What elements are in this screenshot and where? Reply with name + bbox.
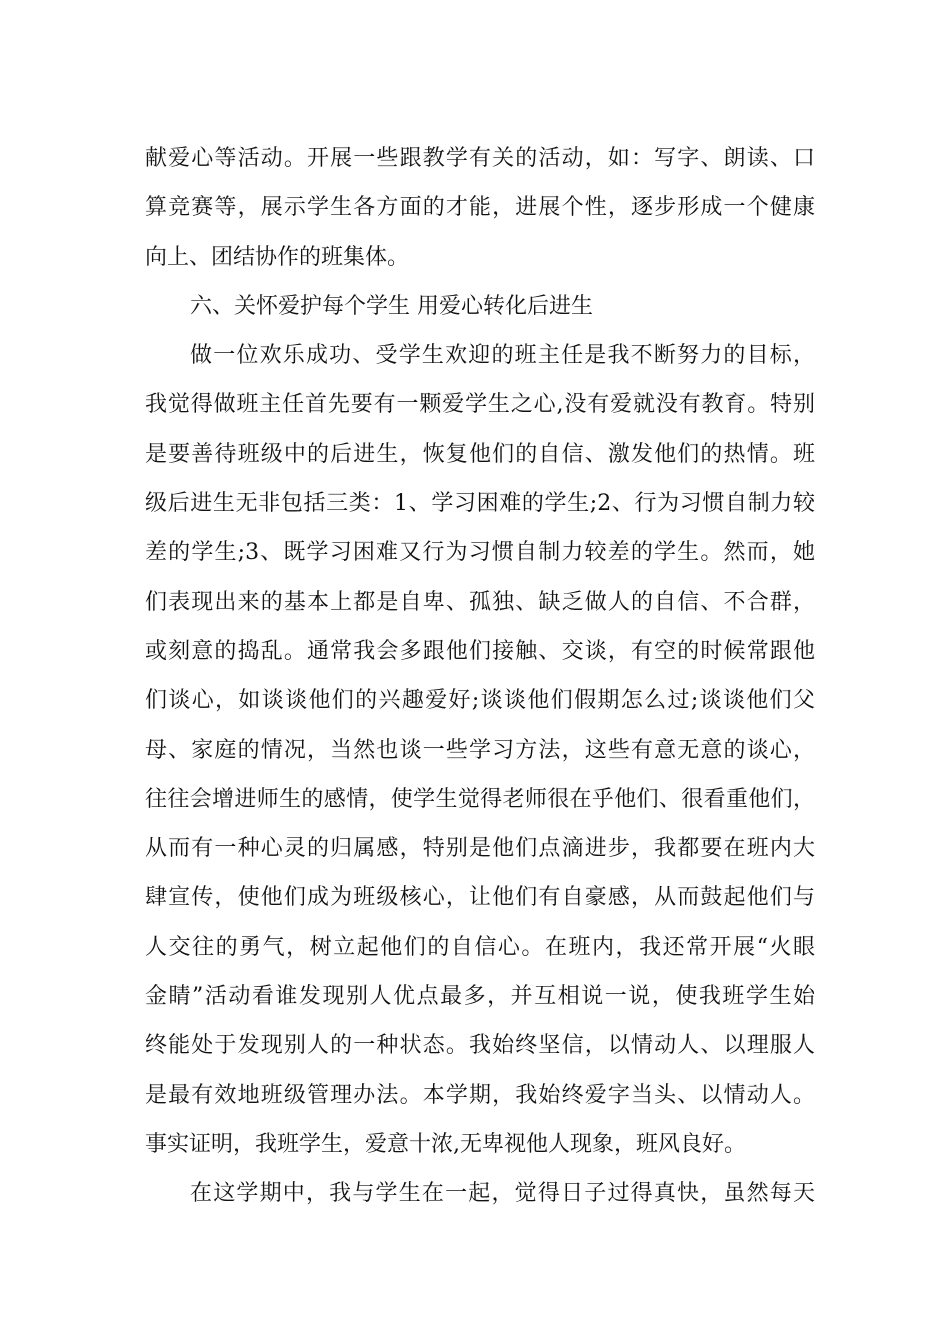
text-line: 终能处于发现别人的一种状态。我始终坚信，以情动人、以理服人 [145,1033,815,1059]
text-line: 或刻意的捣乱。通常我会多跟他们接触、交谈，有空的时候常跟他 [145,638,815,664]
text-line: 事实证明，我班学生，爱意十浓,无卑视他人现象，班风良好。 [145,1131,746,1157]
text-line: 级后进生无非包括三类：1、学习困难的学生;2、行为习惯自制力较 [145,491,815,517]
text-line: 是要善待班级中的后进生，恢复他们的自信、激发他们的热情。班 [145,441,815,467]
text-line: 我觉得做班主任首先要有一颗爱学生之心,没有爱就没有教育。特别 [145,392,815,418]
section-heading: 六、关怀爱护每个学生 用爱心转化后进生 [190,293,593,319]
text-line: 金睛”活动看谁发现别人优点最多，并互相说一说，使我班学生始 [145,984,815,1010]
body-text [145,134,815,1219]
text-line: 向上、团结协作的班集体。 [145,244,410,270]
text-line: 们表现出来的基本上都是自卑、孤独、缺乏做人的自信、不合群， [145,589,815,615]
text-line: 差的学生;3、既学习困难又行为习惯自制力较差的学生。然而，她 [145,540,815,566]
text-line: 献爱心等活动。开展一些跟教学有关的活动，如：写字、朗读、口 [145,146,815,171]
text-line: 肆宣传，使他们成为班级核心，让他们有自豪感，从而鼓起他们与 [145,885,815,911]
text-line: 是最有效地班级管理办法。本学期，我始终爱字当头、以情动人。 [145,1082,815,1108]
text-line: 算竞赛等，展示学生各方面的才能，进展个性，逐步形成一个健康 [145,195,815,221]
text-line: 母、家庭的情况，当然也谈一些学习方法，这些有意无意的谈心， [145,737,815,763]
text-line: 往往会增进师生的感情，使学生觉得老师很在乎他们、很看重他们， [145,786,815,812]
text-line: 从而有一种心灵的归属感，特别是他们点滴进步，我都要在班内大 [145,836,815,862]
text-line: 在这学期中，我与学生在一起，觉得日子过得真快，虽然每天 [190,1181,815,1207]
text-line: 们谈心，如谈谈他们的兴趣爱好;谈谈他们假期怎么过;谈谈他们父 [145,688,815,714]
text-line: 做一位欢乐成功、受学生欢迎的班主任是我不断努力的目标， [190,343,815,369]
text-line: 人交往的勇气，树立起他们的自信心。在班内，我还常开展“火眼 [145,934,815,960]
